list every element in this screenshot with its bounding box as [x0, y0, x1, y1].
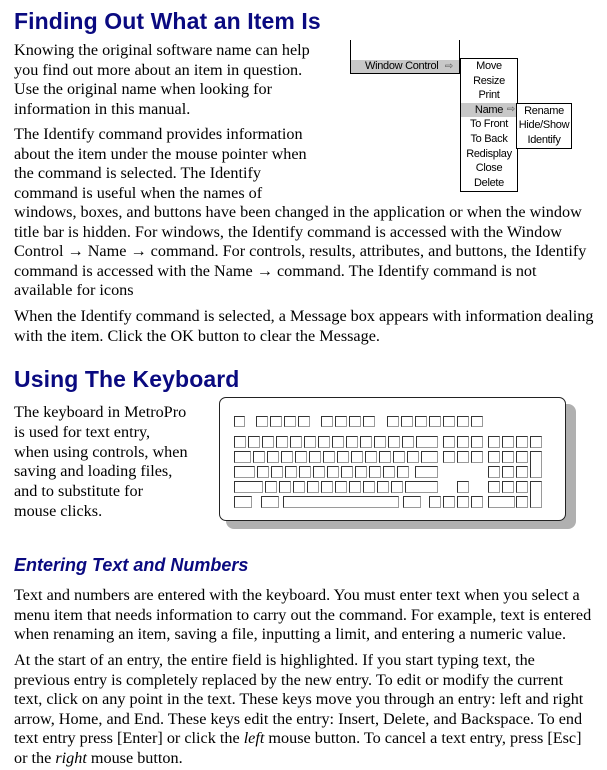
keyboard-key [234, 436, 246, 448]
text-line: and to substitute for [14, 482, 144, 501]
keyboard-key [457, 416, 469, 427]
keyboard-key [267, 451, 279, 463]
keyboard-key [443, 496, 455, 508]
section-title-entering-text: Entering Text and Numbers [14, 555, 249, 575]
menu-item-delete[interactable]: Delete [474, 176, 504, 189]
keyboard-key [443, 416, 455, 427]
keyboard-key [502, 481, 514, 493]
text-line: with the item. Click the OK button to clear the Message. [14, 326, 380, 345]
keyboard-key [363, 416, 375, 427]
section-title-finding-out: Finding Out What an Item Is [14, 8, 321, 34]
keyboard-key [313, 466, 325, 478]
text-line: windows, boxes, and buttons have been changed in the application or when the window [14, 203, 582, 221]
keyboard-key [365, 451, 377, 463]
menu-item-label: Window Control [365, 60, 439, 72]
emphasis-left: left [243, 729, 265, 747]
keyboard-key [321, 416, 333, 427]
text-line: information in this manual. [14, 99, 191, 118]
window-control-submenu [460, 58, 518, 192]
text-span: mouse button. To cancel a text entry, press [Esc] [264, 729, 582, 747]
keyboard-key [488, 436, 500, 448]
menu-item-name[interactable] [461, 103, 517, 118]
keyboard-key [488, 466, 500, 478]
keyboard-key [349, 416, 361, 427]
keyboard-key [502, 466, 514, 478]
keyboard-key [321, 481, 333, 493]
text-line: Knowing the original software name can help [14, 41, 310, 59]
text-line [14, 749, 583, 769]
text-line: previous entry is completely replaced by the new entry. To edit or modify the current [14, 670, 564, 689]
text-line: you find out more about an item in question. [14, 60, 303, 79]
keyboard-key [234, 451, 251, 463]
text-line: available for icons [14, 281, 134, 299]
keyboard-key [369, 466, 381, 478]
keyboard-key [295, 451, 307, 463]
keyboard-key [383, 466, 395, 478]
keyboard-key [387, 416, 399, 427]
keyboard-key [276, 436, 288, 448]
keyboard-key [402, 436, 414, 448]
keyboard-key [429, 496, 441, 508]
keyboard-key [488, 481, 500, 493]
keyboard-key [457, 436, 469, 448]
text-line: when using controls, when [14, 442, 188, 461]
keyboard-key [429, 416, 441, 427]
keyboard-key [530, 436, 542, 448]
keyboard-key [516, 481, 528, 493]
paragraph-keyboard-usage [14, 403, 188, 522]
keyboard-key [332, 436, 344, 448]
keyboard-key [284, 416, 296, 427]
keyboard-key [335, 481, 347, 493]
keyboard-key [349, 481, 361, 493]
menu-item-identify[interactable]: Identify [527, 133, 561, 146]
menu-item-move[interactable]: Move [476, 60, 502, 72]
text-line: command is accessed with the Name → command. The Identify command is not [14, 261, 537, 280]
keyboard-key [457, 496, 469, 508]
keyboard-key [374, 436, 386, 448]
keyboard-key [262, 436, 274, 448]
text-line: Control → Name → command. For controls, results, attributes, and buttons, the Identify [14, 242, 587, 260]
text-line: arrow, Home, and End. These keys edit the entry: Insert, Delete, and Backspace. To end [14, 709, 583, 728]
emphasis-right: right [55, 748, 87, 767]
text-line: mouse clicks. [14, 501, 103, 520]
submenu-arrow-icon: ⇨ [506, 103, 515, 115]
keyboard-key [248, 436, 260, 448]
text-span: text entry press [Enter] or click the [14, 729, 244, 747]
keyboard-key [443, 451, 455, 463]
keyboard-key [234, 496, 252, 508]
keyboard-key [346, 436, 358, 448]
keyboard-key [281, 451, 293, 463]
keyboard-key [403, 496, 421, 508]
keyboard-key [363, 481, 375, 493]
keyboard-illustration [219, 397, 566, 521]
text-line: about the item under the mouse pointer when [14, 144, 307, 163]
text-line: menu item that needs information to carry out the command. For example, text is entered [14, 605, 592, 624]
text-line [14, 729, 583, 749]
keyboard-key [471, 436, 483, 448]
menu-item-print[interactable]: Print [478, 89, 500, 102]
keyboard-key [261, 496, 279, 508]
menu-item-resize[interactable]: Resize [473, 74, 505, 87]
text-line: The Identify command provides information [14, 125, 303, 143]
text-span: mouse button. [86, 748, 183, 767]
keyboard-key [285, 466, 297, 478]
keyboard-key [309, 451, 321, 463]
text-line: is used for text entry, [14, 422, 151, 441]
keyboard-key [443, 436, 455, 448]
keyboard-key [256, 416, 268, 427]
paragraph-entry-editing [14, 651, 583, 768]
keyboard-key [271, 466, 283, 478]
text-line: the command is selected. The Identify [14, 164, 261, 182]
keyboard-key [265, 481, 277, 493]
keyboard-key [337, 451, 349, 463]
keyboard-key [516, 451, 528, 463]
keyboard-key [393, 451, 405, 463]
paragraph-text-and-numbers [14, 586, 591, 645]
keyboard-key [279, 481, 291, 493]
keyboard-key [421, 451, 438, 463]
paragraph-message-box [14, 307, 593, 346]
text-line: when renaming an item, saving a file, inputting a limit, and entering a numeric value. [14, 625, 567, 643]
keyboard-key [360, 436, 372, 448]
keyboard-key [471, 496, 483, 508]
keyboard-key [351, 451, 363, 463]
keyboard-key [304, 436, 316, 448]
menu-item-to-front[interactable]: To Front [470, 118, 508, 131]
keyboard-key [488, 496, 515, 508]
menu-item-to-back[interactable]: To Back [470, 132, 508, 145]
keyboard-key [488, 451, 500, 463]
keyboard-key [388, 436, 400, 448]
keyboard-key [318, 436, 330, 448]
keyboard-key [341, 466, 353, 478]
menu-item-redisplay[interactable]: Redisplay [466, 147, 512, 160]
text-line: title bar is hidden. For windows, the Identify command is accessed with the Window [14, 222, 562, 241]
keyboard-key [298, 416, 310, 427]
keyboard-key [234, 416, 245, 427]
keyboard-key [307, 481, 319, 493]
keyboard-spacebar [283, 496, 399, 508]
keyboard-key [327, 466, 339, 478]
text-line: text, click on any point in the text. These keys move you through an entry: left and right [14, 690, 584, 708]
keyboard-key [471, 451, 483, 463]
keyboard-key [516, 466, 528, 478]
keyboard-key [502, 436, 514, 448]
keyboard-key [391, 481, 403, 493]
parent-menu-figure [350, 40, 460, 74]
keyboard-key [530, 481, 542, 508]
keyboard-key [502, 451, 514, 463]
keyboard-key [257, 466, 269, 478]
keyboard-key [299, 466, 311, 478]
text-line: When the Identify command is selected, a Message box appears with information dealing [14, 307, 594, 325]
text-span: or the [14, 748, 56, 767]
text-line: command is useful when the names of [14, 183, 263, 202]
keyboard-key [270, 416, 282, 427]
keyboard-key [293, 481, 305, 493]
keyboard-key [253, 451, 265, 463]
keyboard-key [290, 436, 302, 448]
text-line: Use the original name when looking for [14, 80, 273, 98]
text-line: At the start of an entry, the entire field is highlighted. If you start typing text, the [14, 651, 535, 669]
keyboard-key [355, 466, 367, 478]
menu-item-label: Name [474, 103, 504, 116]
keyboard-key [335, 416, 347, 427]
keyboard-key [401, 416, 413, 427]
menu-item-close[interactable]: Close [475, 162, 503, 175]
keyboard-key [397, 466, 409, 478]
text-line: The keyboard in MetroPro [14, 403, 187, 421]
text-line: saving and loading files, [14, 462, 173, 481]
keyboard-key [516, 436, 528, 448]
keyboard-key [415, 466, 438, 478]
menu-item-hide-show[interactable]: Hide/Show [518, 119, 570, 132]
name-submenu [516, 103, 572, 149]
keyboard-key [234, 481, 263, 493]
menu-item-rename[interactable]: Rename [524, 105, 564, 117]
keyboard-key [377, 481, 389, 493]
keyboard-key [234, 466, 255, 478]
keyboard-key [323, 451, 335, 463]
keyboard-key [471, 416, 483, 427]
section-title-using-keyboard: Using The Keyboard [14, 366, 240, 392]
keyboard-key [415, 416, 427, 427]
keyboard-key [416, 436, 438, 448]
menu-item-window-control[interactable] [351, 60, 459, 73]
keyboard-key [405, 481, 438, 493]
keyboard-key [516, 496, 528, 508]
keyboard-key [457, 451, 469, 463]
text-line: Text and numbers are entered with the keyboard. You must enter text when you select a [14, 586, 580, 604]
keyboard-key [457, 481, 469, 493]
submenu-arrow-icon: ⇨ [444, 61, 453, 72]
keyboard-key [379, 451, 391, 463]
keyboard-key [530, 451, 542, 478]
paragraph-original-name [14, 41, 310, 119]
keyboard-key [407, 451, 419, 463]
